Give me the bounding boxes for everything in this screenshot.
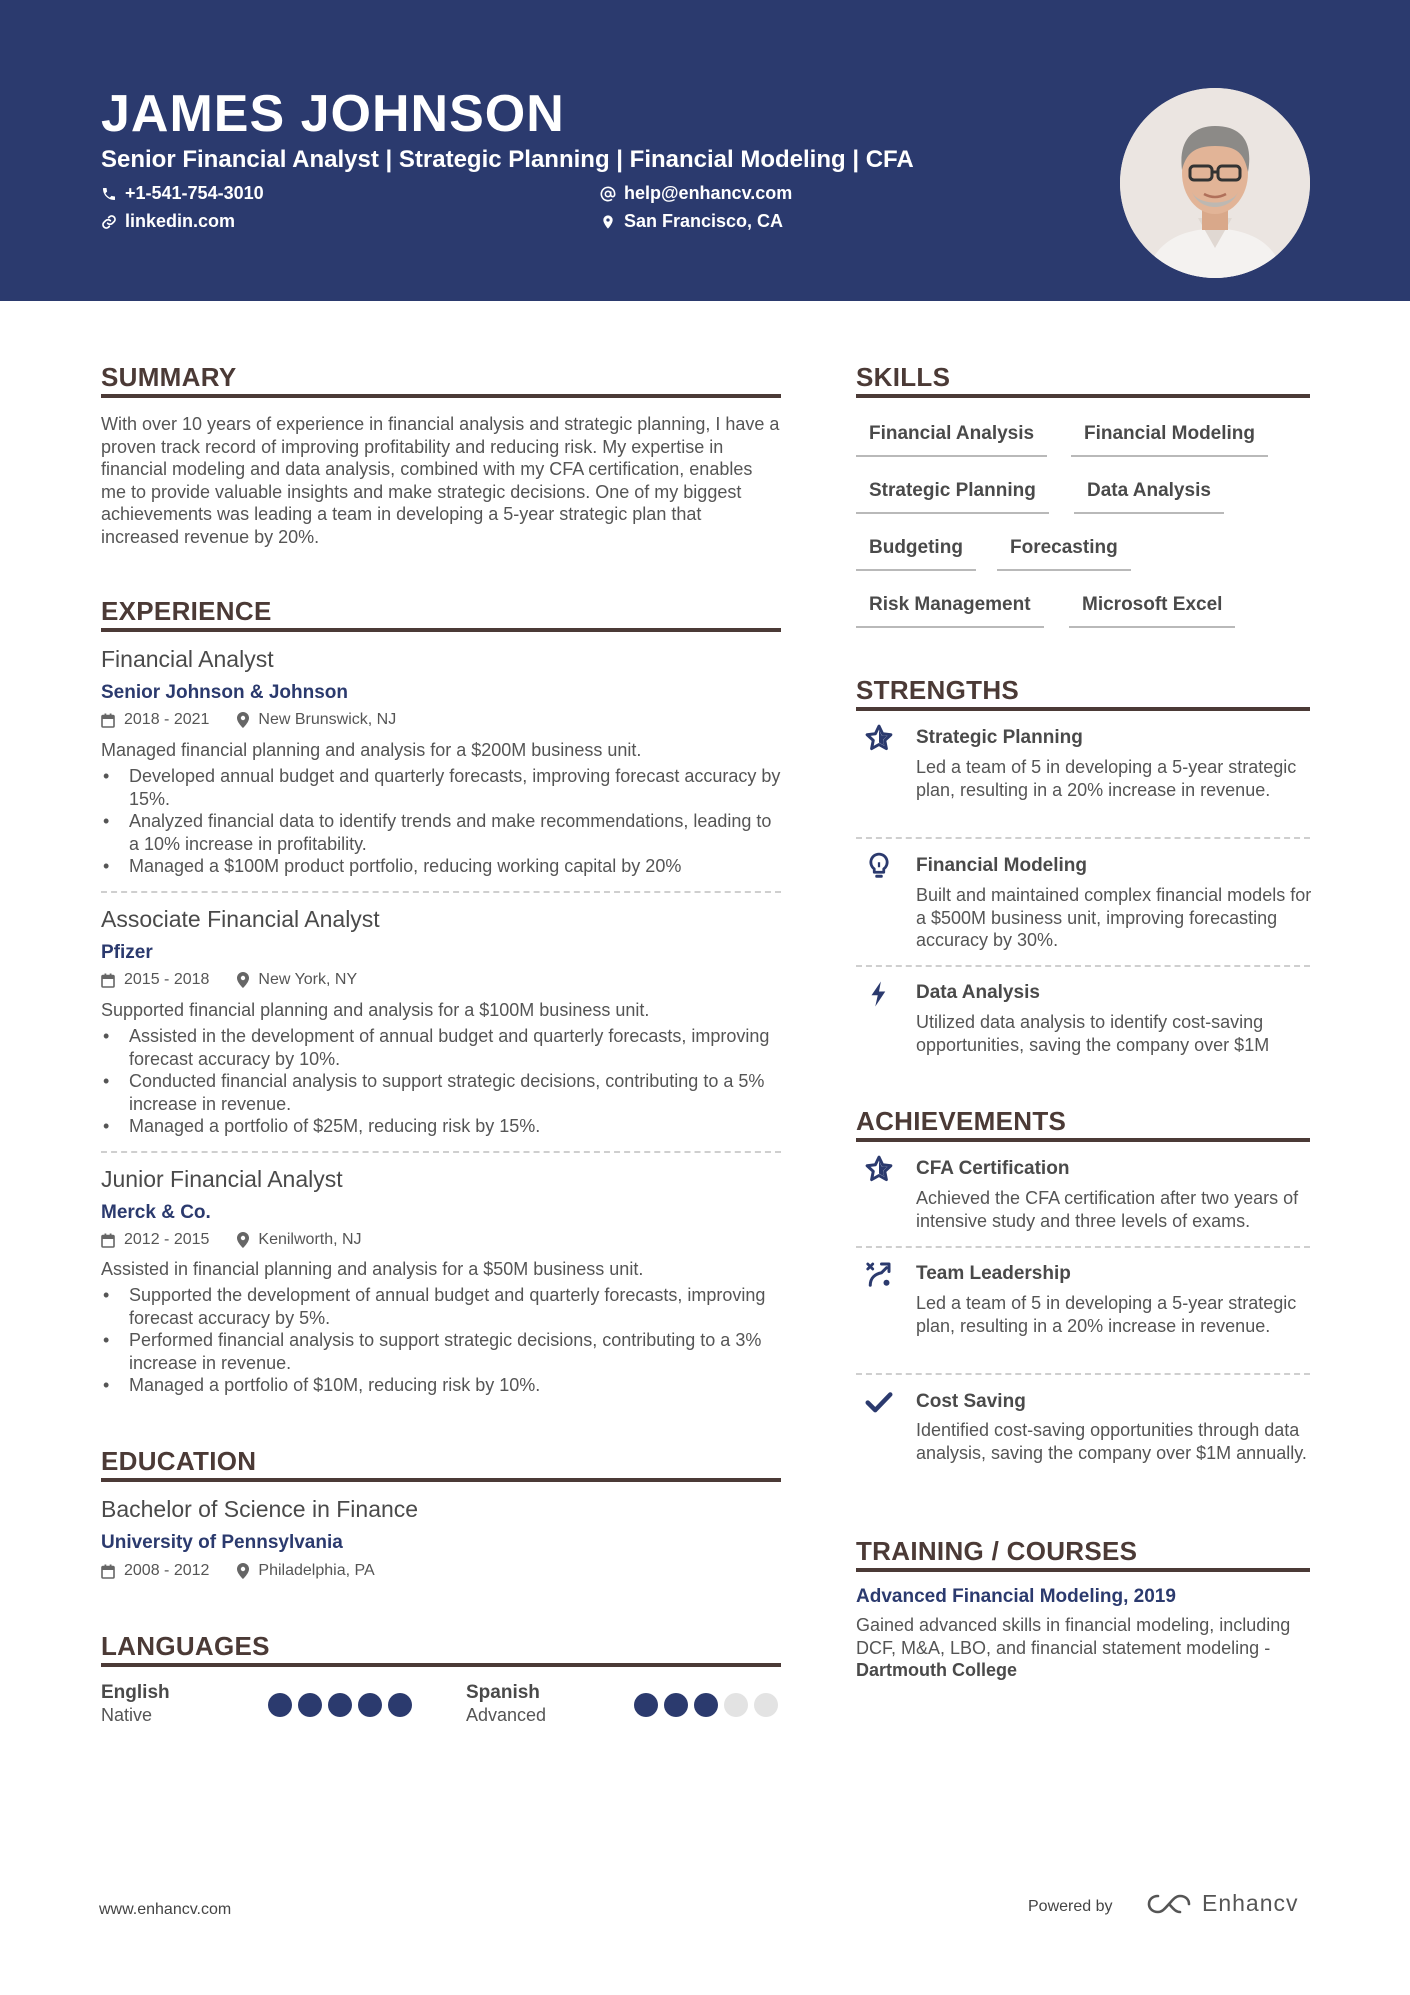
skill-tag: Financial Modeling bbox=[1071, 423, 1268, 457]
job-description: Assisted in financial planning and analysis for a $50M business unit. bbox=[101, 1259, 644, 1279]
strengths-rule bbox=[856, 707, 1310, 711]
job-location: Kenilworth, NJ bbox=[258, 1231, 362, 1248]
summary-heading: SUMMARY bbox=[101, 362, 237, 392]
strength-description: Led a team of 5 in developing a 5-year strategic plan, resulting in a 20% increase in revenue. bbox=[916, 757, 1297, 800]
divider bbox=[856, 1246, 1310, 1248]
star-icon bbox=[864, 723, 894, 753]
star-icon bbox=[864, 1154, 894, 1184]
strength-description: Built and maintained complex financial models for a $500M business unit, improving forecasting accuracy by 30%. bbox=[916, 885, 1312, 950]
achievements-rule bbox=[856, 1138, 1310, 1142]
job-title: Associate Financial Analyst bbox=[101, 906, 380, 932]
calendar-icon bbox=[101, 1233, 115, 1248]
job-bullets bbox=[101, 765, 781, 878]
course-description bbox=[856, 1614, 1316, 1682]
strength-title: Financial Modeling bbox=[916, 855, 1088, 876]
course-school: Dartmouth College bbox=[856, 1660, 1018, 1680]
job-meta bbox=[101, 711, 396, 729]
achievement-description: Led a team of 5 in developing a 5-year strategic plan, resulting in a 20% increase in revenue. bbox=[916, 1293, 1297, 1336]
experience-heading: EXPERIENCE bbox=[101, 596, 272, 626]
language-name: English bbox=[101, 1682, 170, 1703]
job-location: New Brunswick, NJ bbox=[258, 711, 397, 728]
training-heading: TRAINING / COURSES bbox=[856, 1536, 1138, 1566]
map-pin-icon bbox=[600, 214, 616, 230]
divider bbox=[101, 891, 781, 893]
skill-tag: Financial Analysis bbox=[856, 423, 1047, 457]
map-pin-icon bbox=[237, 972, 249, 988]
achievement-title: Cost Saving bbox=[916, 1391, 1026, 1412]
summary-text: With over 10 years of experience in financial analysis and strategic planning, I have a proven track record of improving profitability and reducing risk. My expertise in financial modeling and data analysis, combined with my CFA certification, enables me to provide valuable insights and make strategic decisions. One of my biggest achievements was leading a team in developing a 5-year strategic plan that increased revenue by 20%. bbox=[101, 414, 780, 547]
phone-text: +1-541-754-3010 bbox=[125, 183, 264, 203]
job-bullet: • Supported the development of annual budget and quarterly forecasts, improving forecast accuracy by 5%. bbox=[101, 1284, 781, 1329]
job-title: Junior Financial Analyst bbox=[101, 1166, 343, 1192]
divider bbox=[856, 1373, 1310, 1375]
rating-dot bbox=[664, 1693, 688, 1717]
rating-dot bbox=[298, 1693, 322, 1717]
course-description-text: Gained advanced skills in financial modeling, including DCF, M&A, LBO, and financial statement modeling - bbox=[856, 1615, 1291, 1658]
candidate-name: JAMES JOHNSON bbox=[101, 85, 565, 143]
skill-tag: Forecasting bbox=[997, 537, 1131, 571]
training-rule bbox=[856, 1568, 1310, 1572]
lightning-icon bbox=[864, 979, 894, 1009]
calendar-icon bbox=[101, 713, 115, 728]
strength-title: Data Analysis bbox=[916, 982, 1040, 1003]
divider bbox=[856, 837, 1310, 839]
email-text: help@enhancv.com bbox=[624, 183, 793, 203]
contact-phone[interactable] bbox=[101, 183, 264, 204]
strength-description: Utilized data analysis to identify cost-saving opportunities, saving the company over $1M bbox=[916, 1012, 1270, 1055]
job-company: Senior Johnson & Johnson bbox=[101, 682, 349, 703]
summary-rule bbox=[101, 394, 781, 398]
footer-url[interactable]: www.enhancv.com bbox=[99, 1901, 232, 1918]
rating-dot bbox=[634, 1693, 658, 1717]
at-icon bbox=[600, 186, 616, 202]
job-dates: 2018 - 2021 bbox=[124, 711, 210, 728]
job-location: New York, NY bbox=[258, 971, 358, 988]
calendar-icon bbox=[101, 1564, 115, 1579]
job-bullet: • Analyzed financial data to identify trends and make recommendations, leading to a 10% increase in profitability. bbox=[101, 810, 781, 855]
contact-email[interactable] bbox=[600, 183, 792, 204]
enhancv-logo-icon bbox=[1146, 1892, 1192, 1916]
language-level: Advanced bbox=[466, 1705, 547, 1725]
linkedin-text: linkedin.com bbox=[125, 211, 236, 231]
strategy-arrow-icon bbox=[864, 1259, 894, 1289]
achievements-heading: ACHIEVEMENTS bbox=[856, 1106, 1067, 1136]
lightbulb-icon bbox=[864, 851, 894, 881]
experience-rule bbox=[101, 628, 781, 632]
course-title: Advanced Financial Modeling, 2019 bbox=[856, 1586, 1176, 1607]
rating-dot bbox=[388, 1693, 412, 1717]
education-heading: EDUCATION bbox=[101, 1446, 257, 1476]
contact-location bbox=[600, 211, 783, 232]
map-pin-icon bbox=[237, 1563, 249, 1579]
job-description: Managed financial planning and analysis for a $200M business unit. bbox=[101, 740, 642, 760]
skill-tag: Microsoft Excel bbox=[1069, 594, 1235, 628]
rating-dot bbox=[268, 1693, 292, 1717]
powered-by-label: Powered by bbox=[1028, 1898, 1113, 1915]
languages-heading: LANGUAGES bbox=[101, 1631, 270, 1661]
skill-tag: Strategic Planning bbox=[856, 480, 1049, 514]
job-dates: 2012 - 2015 bbox=[124, 1231, 210, 1248]
location-text: San Francisco, CA bbox=[624, 211, 784, 231]
job-bullets bbox=[101, 1025, 781, 1138]
job-meta bbox=[101, 971, 357, 989]
education-school: University of Pennsylvania bbox=[101, 1532, 343, 1553]
education-rule bbox=[101, 1478, 781, 1482]
phone-icon bbox=[101, 186, 117, 202]
profile-photo bbox=[1120, 88, 1310, 278]
job-bullet: • Managed a portfolio of $10M, reducing risk by 10%. bbox=[101, 1374, 781, 1397]
rating-dot bbox=[724, 1693, 748, 1717]
education-meta bbox=[101, 1562, 375, 1580]
skill-tag: Data Analysis bbox=[1074, 480, 1224, 514]
language-name: Spanish bbox=[466, 1682, 540, 1703]
candidate-headline: Senior Financial Analyst | Strategic Planning | Financial Modeling | CFA bbox=[101, 146, 914, 173]
achievement-description: Achieved the CFA certification after two years of intensive study and three levels of exams. bbox=[916, 1188, 1299, 1231]
checkmark-icon bbox=[864, 1387, 894, 1417]
job-bullet: • Developed annual budget and quarterly forecasts, improving forecast accuracy by 15%. bbox=[101, 765, 781, 810]
rating-dot bbox=[694, 1693, 718, 1717]
rating-dot bbox=[754, 1693, 778, 1717]
job-dates: 2015 - 2018 bbox=[124, 971, 210, 988]
calendar-icon bbox=[101, 973, 115, 988]
language-rating bbox=[634, 1693, 778, 1717]
divider bbox=[101, 1151, 781, 1153]
skills-heading: SKILLS bbox=[856, 362, 951, 392]
skill-tag: Budgeting bbox=[856, 537, 976, 571]
skills-rule bbox=[856, 394, 1310, 398]
link-icon bbox=[101, 214, 117, 230]
strengths-heading: STRENGTHS bbox=[856, 675, 1020, 705]
language-level: Native bbox=[101, 1705, 153, 1725]
job-bullet: • Managed a $100M product portfolio, reducing working capital by 20% bbox=[101, 855, 781, 878]
job-meta bbox=[101, 1231, 362, 1249]
languages-rule bbox=[101, 1663, 781, 1667]
job-bullet: • Assisted in the development of annual budget and quarterly forecasts, improving forecast accuracy by 10%. bbox=[101, 1025, 781, 1070]
education-degree: Bachelor of Science in Finance bbox=[101, 1496, 419, 1522]
achievement-title: Team Leadership bbox=[916, 1263, 1071, 1284]
contact-linkedin[interactable] bbox=[101, 211, 235, 232]
rating-dot bbox=[328, 1693, 352, 1717]
avatar-portrait bbox=[1120, 88, 1310, 278]
job-bullet: • Conducted financial analysis to support strategic decisions, contributing to a 5% increase in revenue. bbox=[101, 1070, 781, 1115]
job-description: Supported financial planning and analysis for a $100M business unit. bbox=[101, 1000, 650, 1020]
enhancv-logo[interactable] bbox=[1146, 1890, 1299, 1917]
job-bullet: • Managed a portfolio of $25M, reducing risk by 15%. bbox=[101, 1115, 781, 1138]
rating-dot bbox=[358, 1693, 382, 1717]
divider bbox=[856, 965, 1310, 967]
job-bullet: • Performed financial analysis to support strategic decisions, contributing to a 3% increase in revenue. bbox=[101, 1329, 781, 1374]
job-bullets bbox=[101, 1284, 781, 1397]
achievement-title: CFA Certification bbox=[916, 1158, 1070, 1179]
skill-tag: Risk Management bbox=[856, 594, 1044, 628]
job-title: Financial Analyst bbox=[101, 646, 274, 672]
brand-name: Enhancv bbox=[1202, 1890, 1299, 1916]
job-company: Pfizer bbox=[101, 942, 153, 963]
education-location: Philadelphia, PA bbox=[258, 1562, 375, 1579]
map-pin-icon bbox=[237, 1232, 249, 1248]
map-pin-icon bbox=[237, 712, 249, 728]
education-dates: 2008 - 2012 bbox=[124, 1562, 210, 1579]
header-banner bbox=[0, 0, 1410, 301]
job-company: Merck & Co. bbox=[101, 1202, 211, 1223]
achievement-description: Identified cost-saving opportunities through data analysis, saving the company over $1M annually. bbox=[916, 1420, 1307, 1463]
strength-title: Strategic Planning bbox=[916, 727, 1083, 748]
language-rating bbox=[268, 1693, 412, 1717]
